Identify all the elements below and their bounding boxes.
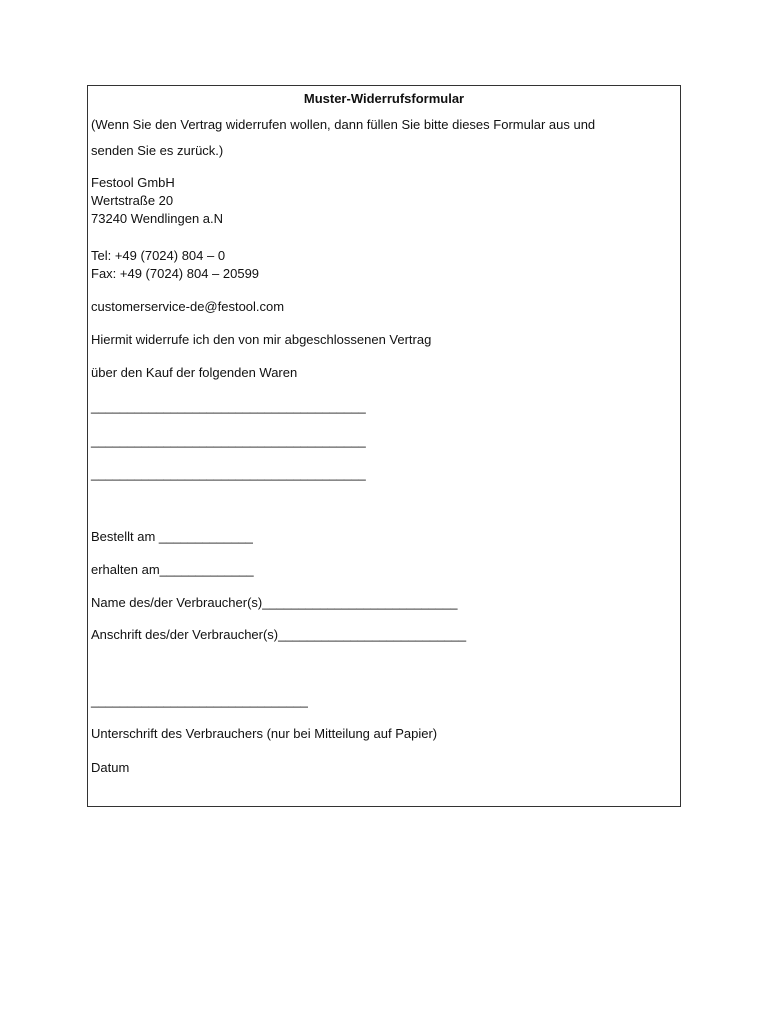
ordered-on-field: Bestellt am _____________ <box>91 529 253 544</box>
company-name: Festool GmbH <box>91 175 175 190</box>
intro-line-1: (Wenn Sie den Vertrag widerrufen wollen, dann füllen Sie bitte dieses Formular aus und <box>91 117 596 132</box>
signature-line: ______________________________ <box>91 693 308 708</box>
goods-line: ______________________________________ <box>91 466 366 481</box>
form-title: Muster-Widerrufsformular <box>303 91 465 106</box>
consumer-name-field: Name des/der Verbraucher(s)___________________________ <box>91 595 458 610</box>
goods-line: ______________________________________ <box>91 433 366 448</box>
goods-line: ______________________________________ <box>91 399 366 414</box>
company-street: Wertstraße 20 <box>91 193 174 208</box>
date-label: Datum <box>91 760 130 775</box>
consumer-address-field: Anschrift des/der Verbraucher(s)__________________________ <box>91 627 467 642</box>
intro-line-2: senden Sie es zurück.) <box>91 143 224 158</box>
received-on-field: erhalten am_____________ <box>91 562 254 577</box>
contact-fax: Fax: +49 (7024) 804 – 20599 <box>91 266 260 281</box>
statement-line-1: Hiermit widerrufe ich den von mir abgeschlossenen Vertrag <box>91 332 432 347</box>
signature-label: Unterschrift des Verbrauchers (nur bei Mitteilung auf Papier) <box>91 726 438 741</box>
statement-line-2: über den Kauf der folgenden Waren <box>91 365 298 380</box>
contact-email: customerservice-de@festool.com <box>91 299 285 314</box>
company-city: 73240 Wendlingen a.N <box>91 211 224 226</box>
contact-tel: Tel: +49 (7024) 804 – 0 <box>91 248 226 263</box>
